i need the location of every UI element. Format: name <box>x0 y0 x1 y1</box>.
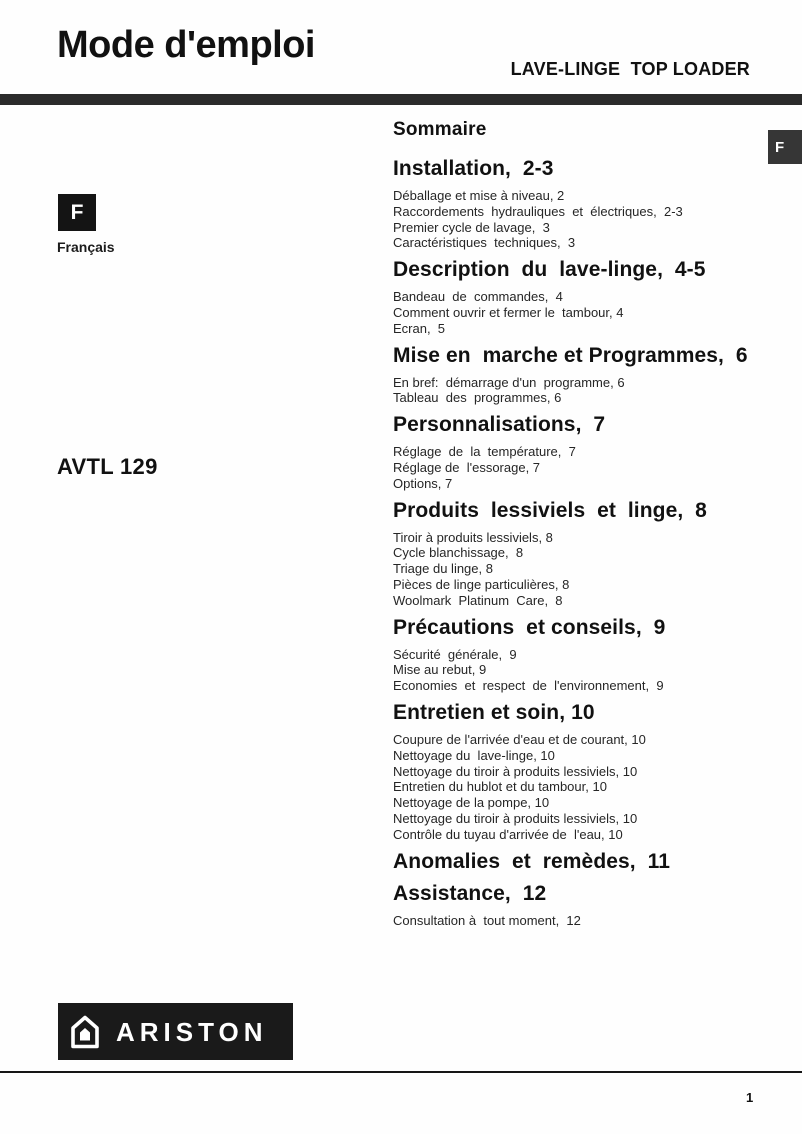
toc-section-items <box>393 647 765 694</box>
brand-logo <box>58 1003 293 1060</box>
toc-item: Raccordements hydrauliques et électriques, 2-3 <box>393 203 683 219</box>
toc-item: Pièces de linge particulières, 8 <box>393 576 570 592</box>
toc-item: Cycle blanchissage, 8 <box>393 545 524 561</box>
toc-section <box>393 343 765 407</box>
toc-section-heading: Description du lave-linge, 4-5 <box>393 258 706 282</box>
toc-item: Comment ouvrir et fermer le tambour, 4 <box>393 304 624 320</box>
toc-item: Bandeau de commandes, 4 <box>393 289 563 305</box>
toc-section-heading: Précautions et conseils, 9 <box>393 615 666 639</box>
toc-item: Mise au rebut, 9 <box>393 662 487 678</box>
toc-section <box>393 412 765 491</box>
page-number: 1 <box>746 1090 754 1105</box>
toc-section <box>393 849 765 875</box>
language-badge-letter: F <box>70 200 84 224</box>
toc-item: Consultation à tout moment, 12 <box>393 912 581 928</box>
toc-section <box>393 257 765 336</box>
toc-title: Sommaire <box>393 119 487 140</box>
toc-item: Ecran, 5 <box>393 320 446 336</box>
house-icon <box>68 1014 102 1050</box>
header-divider-bar <box>0 94 802 105</box>
language-badge <box>58 194 96 231</box>
brand-name: ARISTON <box>116 1017 268 1047</box>
toc-section-items <box>393 732 765 843</box>
toc-section <box>393 615 765 694</box>
toc-item: Woolmark Platinum Care, 8 <box>393 592 563 608</box>
toc-section <box>393 498 765 609</box>
toc-section-heading: Assistance, 12 <box>393 881 547 905</box>
toc-item: Entretien du hublot et du tambour, 10 <box>393 779 607 795</box>
toc-item: Options, 7 <box>393 475 453 491</box>
toc-item: Coupure de l'arrivée d'eau et de courant, 10 <box>393 731 646 747</box>
toc-section-heading: Anomalies et remèdes, 11 <box>393 849 671 873</box>
toc-item: Sécurité générale, 9 <box>393 646 517 662</box>
toc-section-heading: Installation, 2-3 <box>393 157 554 180</box>
toc-item: Nettoyage du lave-linge, 10 <box>393 747 555 763</box>
toc-item: Caractéristiques techniques, 3 <box>393 235 576 251</box>
table-of-contents <box>393 118 765 934</box>
toc-item: Triage du linge, 8 <box>393 561 493 577</box>
toc-section-items <box>393 444 765 491</box>
model-number: AVTL 129 <box>57 454 158 479</box>
toc-item: Nettoyage de la pompe, 10 <box>393 795 550 811</box>
toc-sections <box>393 156 765 928</box>
toc-item: Réglage de la température, 7 <box>393 444 576 460</box>
toc-section <box>393 156 765 251</box>
toc-section-heading: Entretien et soin, 10 <box>393 700 595 724</box>
toc-item: Tableau des programmes, 6 <box>393 390 562 406</box>
toc-item: Premier cycle de lavage, 3 <box>393 219 550 235</box>
toc-item: En bref: démarrage d'un programme, 6 <box>393 374 625 390</box>
toc-section-items <box>393 913 765 929</box>
toc-section-heading: Produits lessiviels et linge, 8 <box>393 498 707 522</box>
side-tab-letter: F <box>775 138 785 156</box>
toc-section-items <box>393 530 765 609</box>
toc-item: Nettoyage du tiroir à produits lessiviels, 10 <box>393 763 638 779</box>
toc-section-items <box>393 375 765 407</box>
toc-section-heading: Personnalisations, 7 <box>393 413 606 437</box>
toc-item: Contrôle du tuyau d'arrivée de l'eau, 10 <box>393 826 623 842</box>
toc-item: Déballage et mise à niveau, 2 <box>393 188 565 203</box>
toc-item: Tiroir à produits lessiviels, 8 <box>393 529 553 545</box>
page-title: Mode d'emploi <box>57 24 315 66</box>
toc-section-items <box>393 289 765 336</box>
page-edge-language-tab <box>768 130 802 164</box>
toc-section <box>393 700 765 843</box>
toc-item: Nettoyage du tiroir à produits lessiviels, 10 <box>393 810 638 826</box>
toc-section-items <box>393 188 765 251</box>
footer-divider-line <box>0 1071 802 1073</box>
toc-item: Réglage de l'essorage, 7 <box>393 459 541 475</box>
toc-section-heading: Mise en marche et Programmes, 6 <box>393 343 748 367</box>
toc-section <box>393 881 765 929</box>
toc-item: Economies et respect de l'environnement, 9 <box>393 678 664 694</box>
language-label: Français <box>57 239 115 255</box>
document-subtitle: LAVE-LINGE TOP LOADER <box>510 59 750 79</box>
